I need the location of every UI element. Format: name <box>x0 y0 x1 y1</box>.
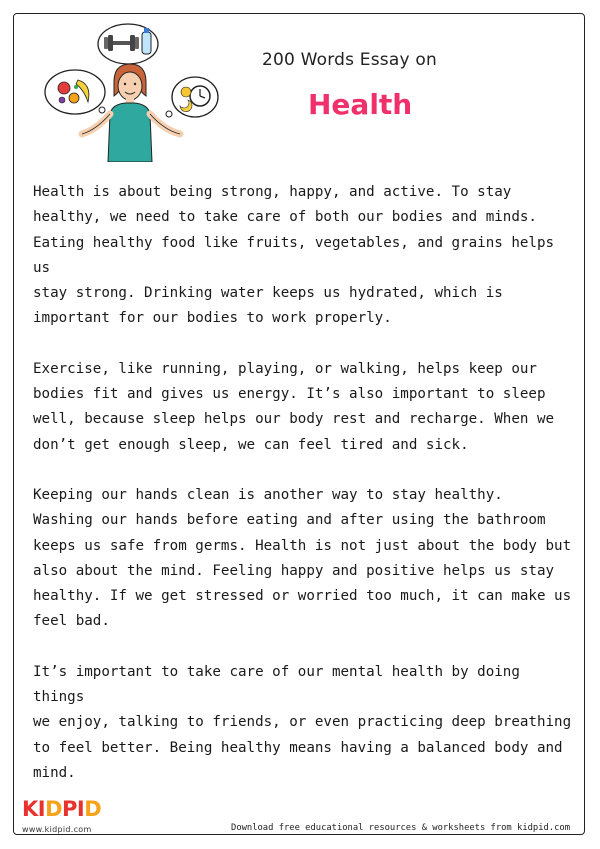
essay-body <box>33 180 573 811</box>
essay-paragraph: Exercise, like running, playing, or walking, helps keep our bodies fit and gives us energy. It’s also important to sleep well, because sleep helps our body rest and recharge. When we don’t get enough sleep, we can feel tired and sick. <box>33 360 555 453</box>
essay-paragraph: Keeping our hands clean is another way to stay healthy. Washing our hands before eating and after using the bathroom keeps us safe from germs. Health is not just about the body but also about the mind. Feeling happy and positive helps us stay healthy. If we get stressed or worried too much, it can make us feel bad. <box>33 486 572 630</box>
kidpid-logo[interactable] <box>22 796 114 834</box>
health-illustration <box>30 22 220 162</box>
essay-title: Health <box>308 88 413 121</box>
footer-download-note: Download free educational resources & worksheets from kidpid.com <box>231 823 570 833</box>
logo-url[interactable]: www.kidpid.com <box>22 825 92 834</box>
clock-icon <box>190 86 210 106</box>
essay-subtitle: 200 Words Essay on <box>262 50 437 70</box>
essay-paragraph: Health is about being strong, happy, and active. To stay healthy, we need to take care of both our bodies and minds. Eating healthy food like fruits, vegetables, and grains helps us stay strong. Drinking water keeps us hydrated, which is important for our bodies to work properly. <box>33 184 555 327</box>
essay-paragraph: It’s important to take care of our mental health by doing things we enjoy, talking to friends, or even practicing deep breathing to feel better. Being healthy means having a balanced body and mind. <box>33 663 572 781</box>
kidpid-logo-mark <box>22 796 114 820</box>
svg-text:KIDPID: KIDPID <box>22 797 102 820</box>
water-bottle-icon <box>142 28 151 54</box>
